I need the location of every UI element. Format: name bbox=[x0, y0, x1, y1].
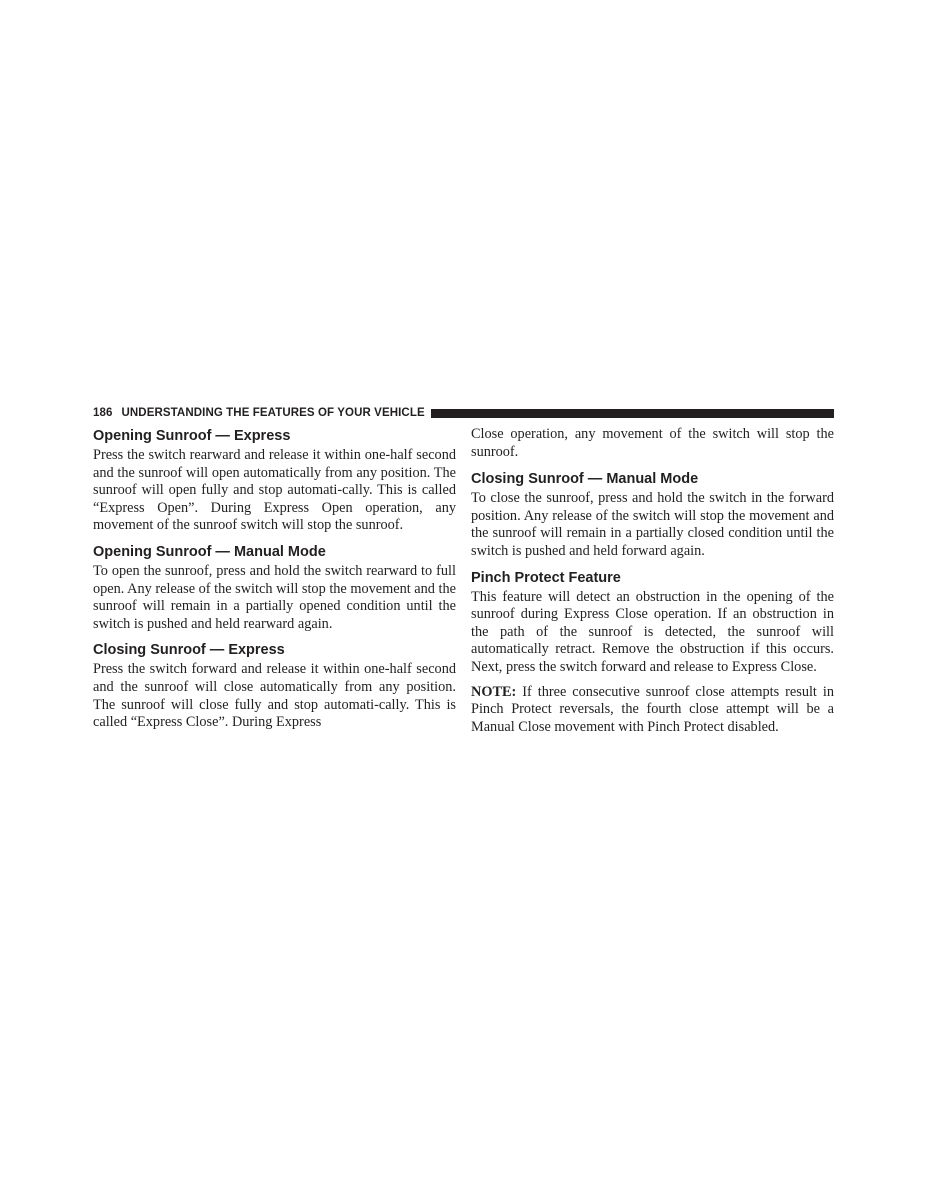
note-paragraph bbox=[471, 684, 834, 737]
chapter-title: UNDERSTANDING THE FEATURES OF YOUR VEHICLE bbox=[121, 407, 425, 419]
section-pinch-protect bbox=[471, 568, 834, 677]
page-header bbox=[93, 405, 834, 421]
note-text: If three consecutive sunroof close attempts result in Pinch Protect reversals, the fourth close attempt will be a Manual Close movement with Pinch Protect disabled. bbox=[471, 683, 834, 735]
section-heading: Opening Sunroof — Express bbox=[93, 428, 291, 444]
section-closing-sunroof-express bbox=[93, 640, 456, 731]
section-heading: Opening Sunroof — Manual Mode bbox=[93, 543, 326, 560]
section-body: This feature will detect an obstruction in the opening of the sunroof during Express Close operation. If an obstruction in the path of the sunroof is detected, the sunroof will automatically retract. Remove the obstruction if this occurs. Next, press the switch forward and release to Express Close. bbox=[471, 588, 834, 675]
section-body: To open the sunroof, press and hold the switch rearward to full open. Any release of the switch will stop the movement and the sunroof will remain in a partially opened condition until the switch is pushed and held rearward again. bbox=[93, 562, 456, 632]
section-heading: Closing Sunroof — Manual Mode bbox=[471, 471, 699, 488]
note-label: NOTE: bbox=[471, 683, 517, 700]
page-number: 186 bbox=[93, 407, 113, 419]
section-heading: Pinch Protect Feature bbox=[471, 569, 621, 586]
section-opening-sunroof-manual bbox=[93, 542, 456, 633]
section-heading: Closing Sunroof — Express bbox=[93, 642, 285, 659]
section-body: Press the switch rearward and release it within one-half second and the sunroof will open automatically from any position. The sunroof will open fully and stop automati-cally. This is called “Express Open”. During Express Open operation, any movement of the sunroof switch will stop the sunroof. bbox=[93, 447, 456, 534]
section-body: To close the sunroof, press and hold the switch in the forward position. Any release of the switch will stop the movement and the sunroof will remain in a partially closed condition until the switch is pushed and held forward again. bbox=[471, 490, 834, 559]
section-closing-sunroof-manual bbox=[471, 469, 834, 560]
right-column bbox=[471, 426, 834, 743]
left-column bbox=[93, 426, 456, 739]
continued-paragraph: Close operation, any movement of the switch will stop the sunroof. bbox=[471, 426, 834, 460]
section-opening-sunroof-express bbox=[93, 426, 456, 535]
section-body: Press the switch forward and release it within one-half second and the sunroof will close automatically from any position. The sunroof will close fully and stop automati-cally. This is called “Express Close”. During Express bbox=[93, 661, 456, 731]
header-rule bbox=[431, 409, 834, 418]
